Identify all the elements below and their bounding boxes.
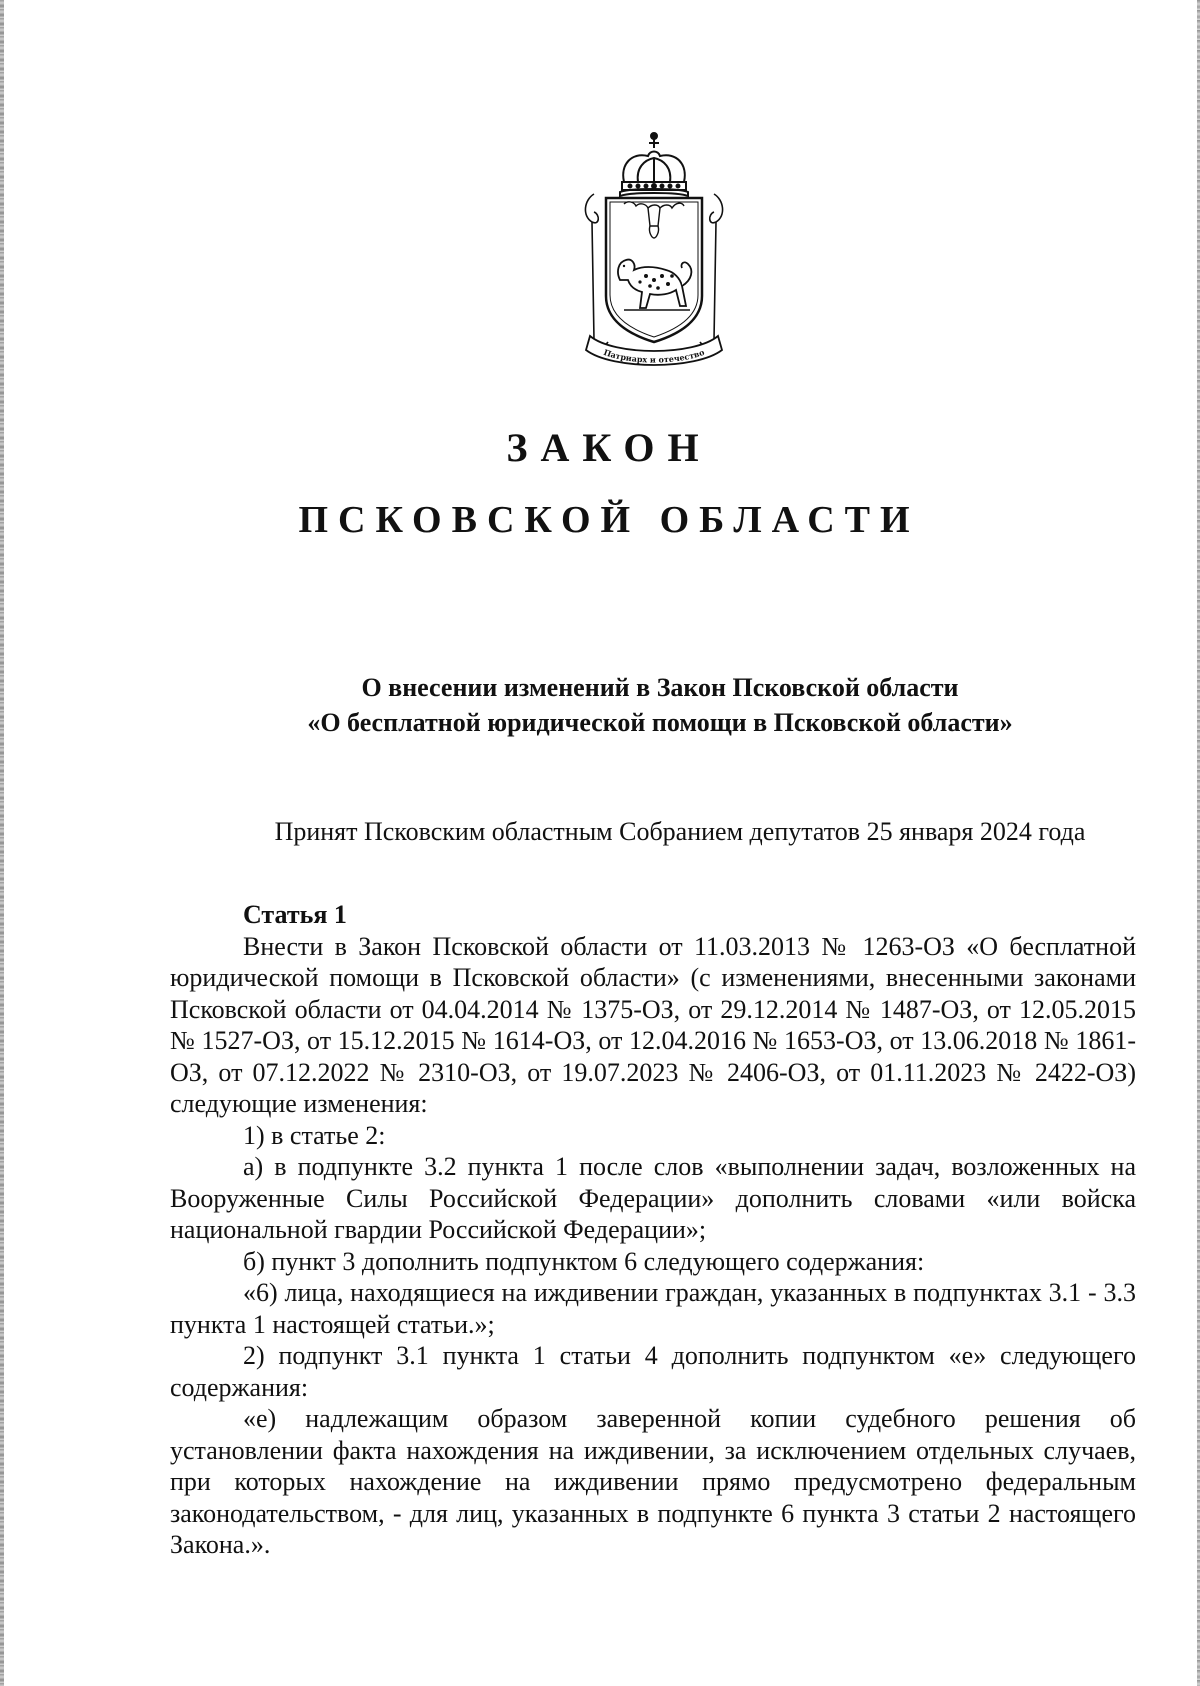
article-paragraph: Внести в Закон Псковской области от 11.03.2013 № 1263-ОЗ «О бесплатной юридической помощи в Псковской области» (с изменениями, внесенными законами Псковской области от 04.04.2014 № 1375-ОЗ, от 29.12.2014 № 1487-ОЗ, от 12.05.2015 № 1527-ОЗ, от 15.12.2015 № 1614-ОЗ, от 12.04.2016 № 1653-ОЗ, от 13.06.2018 № 1861-ОЗ, от 07.12.2022 № 2310-ОЗ, от 19.07.2023 № 2406-ОЗ, от 01.11.2023 № 2422-ОЗ) следующие изменения: (170, 931, 1136, 1118)
article-paragraph: а) в подпункте 3.2 пункта 1 после слов «выполнении задач, возложенных на Вооруженные Силы Российской Федерации» дополнить словами «или войска национальной гвардии Российской Федерации»; (170, 1152, 1136, 1244)
article-paragraph: «6) лица, находящиеся на иждивении граждан, указанных в подпунктах 3.1 - 3.3 пункта 1 настоящей статьи.»; (170, 1278, 1136, 1339)
article-paragraph: б) пункт 3 дополнить подпунктом 6 следующего содержания: (243, 1246, 925, 1276)
motto-text: Патриарх и отечество (602, 346, 706, 365)
region-title: ПСКОВСКОЙ ОБЛАСТИ (298, 499, 920, 541)
article-paragraph: 2) подпункт 3.1 пункта 1 статьи 4 дополнить подпунктом «е» следующего содержания: (170, 1341, 1136, 1402)
article-body (170, 899, 1136, 1561)
subject-line-1: О внесении изменений в Закон Псковской области (361, 673, 959, 702)
article-heading: Статья 1 (243, 900, 347, 929)
article-paragraph: 1) в статье 2: (243, 1120, 386, 1150)
article-paragraph: «е) надлежащим образом заверенной копии судебного решения об установлении факта нахождения на иждивении, за исключением отдельных случаев, при которых нахождение на иждивении прямо предусмотрено федеральным законодательством, - для лиц, указанных в подпункте 6 пункта 3 статьи 2 настоящего Закона.». (170, 1404, 1136, 1559)
law-subject (200, 670, 1120, 740)
adoption-note: Принят Псковским областным Собранием депутатов 25 января 2024 года (274, 817, 1086, 846)
law-title: ЗАКОН (506, 425, 712, 470)
scan-edge-left (0, 0, 4, 1686)
coat-of-arms-icon (554, 130, 754, 370)
subject-line-2: «О бесплатной юридической помощи в Псковской области» (307, 708, 1013, 737)
